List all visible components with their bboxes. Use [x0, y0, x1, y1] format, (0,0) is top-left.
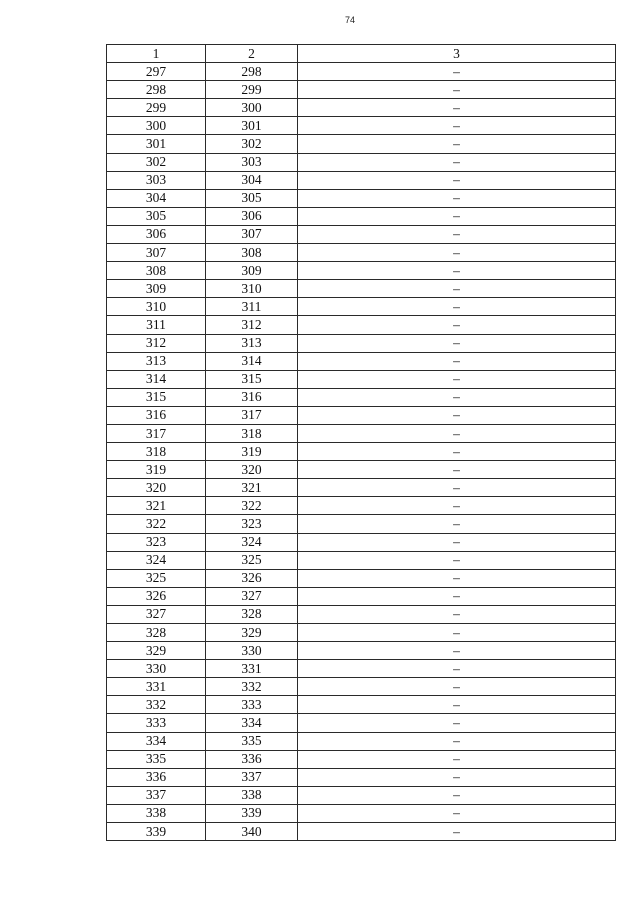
table-row: [107, 117, 616, 135]
table-cell-col-3: –: [298, 732, 616, 750]
table-row: [107, 81, 616, 99]
table-cell-col-3: –: [298, 551, 616, 569]
table-row: [107, 660, 616, 678]
table-row: [107, 63, 616, 81]
table-row: [107, 443, 616, 461]
table-cell-col-2: 299: [206, 81, 298, 99]
table-cell-col-3: –: [298, 189, 616, 207]
table-row: [107, 569, 616, 587]
table-cell-col-1: 312: [107, 334, 206, 352]
table-cell-col-1: 321: [107, 497, 206, 515]
table-cell-col-2: 298: [206, 63, 298, 81]
table-cell-col-2: 322: [206, 497, 298, 515]
table-cell-col-3: –: [298, 388, 616, 406]
table-cell-col-3: –: [298, 352, 616, 370]
table-cell-col-3: –: [298, 63, 616, 81]
table-cell-col-1: 337: [107, 786, 206, 804]
table-cell-col-2: 321: [206, 479, 298, 497]
table-row: [107, 533, 616, 551]
table-cell-col-1: 331: [107, 678, 206, 696]
table-cell-col-1: 306: [107, 225, 206, 243]
table-row: [107, 823, 616, 841]
table-cell-col-1: 317: [107, 424, 206, 442]
table-cell-col-2: 324: [206, 533, 298, 551]
table-cell-col-1: 310: [107, 298, 206, 316]
table-row: [107, 714, 616, 732]
table-cell-col-2: 311: [206, 298, 298, 316]
table-cell-col-2: 308: [206, 244, 298, 262]
table-cell-col-3: –: [298, 406, 616, 424]
table-cell-col-2: 315: [206, 370, 298, 388]
table-row: [107, 298, 616, 316]
page-number: 74: [344, 15, 355, 25]
table-cell-col-3: –: [298, 768, 616, 786]
table-cell-col-3: –: [298, 569, 616, 587]
table-cell-col-2: 340: [206, 823, 298, 841]
table-row: [107, 624, 616, 642]
table-row: [107, 786, 616, 804]
table-cell-col-2: 336: [206, 750, 298, 768]
table-row: [107, 424, 616, 442]
table-cell-col-1: 305: [107, 207, 206, 225]
table-cell-col-2: 332: [206, 678, 298, 696]
table-cell-col-3: –: [298, 624, 616, 642]
table-cell-col-2: 309: [206, 262, 298, 280]
table-row: [107, 804, 616, 822]
table-row: [107, 515, 616, 533]
table-body: [107, 63, 616, 841]
table-row: [107, 135, 616, 153]
table-row: [107, 461, 616, 479]
table-cell-col-2: 303: [206, 153, 298, 171]
table-cell-col-2: 314: [206, 352, 298, 370]
table-cell-col-1: 320: [107, 479, 206, 497]
table-cell-col-1: 322: [107, 515, 206, 533]
table-cell-col-2: 325: [206, 551, 298, 569]
table-cell-col-1: 308: [107, 262, 206, 280]
table-cell-col-3: –: [298, 443, 616, 461]
table-cell-col-2: 304: [206, 171, 298, 189]
table-cell-col-3: –: [298, 225, 616, 243]
table-cell-col-2: 323: [206, 515, 298, 533]
table-cell-col-3: –: [298, 678, 616, 696]
table-row: [107, 207, 616, 225]
table-cell-col-3: –: [298, 642, 616, 660]
table-cell-col-1: 339: [107, 823, 206, 841]
table-cell-col-1: 319: [107, 461, 206, 479]
table-cell-col-3: –: [298, 280, 616, 298]
table-cell-col-3: –: [298, 135, 616, 153]
table-row: [107, 768, 616, 786]
table-row: [107, 316, 616, 334]
table-cell-col-2: 313: [206, 334, 298, 352]
table-cell-col-1: 311: [107, 316, 206, 334]
table-row: [107, 497, 616, 515]
table-cell-col-1: 329: [107, 642, 206, 660]
table-row: [107, 99, 616, 117]
table-cell-col-1: 315: [107, 388, 206, 406]
table-cell-col-2: 301: [206, 117, 298, 135]
table-cell-col-1: 303: [107, 171, 206, 189]
table-cell-col-1: 335: [107, 750, 206, 768]
table-cell-col-1: 325: [107, 569, 206, 587]
table-cell-col-3: –: [298, 587, 616, 605]
table-cell-col-3: –: [298, 497, 616, 515]
table-cell-col-3: –: [298, 153, 616, 171]
table-cell-col-2: 327: [206, 587, 298, 605]
table-cell-col-1: 301: [107, 135, 206, 153]
table-row: [107, 551, 616, 569]
table-cell-col-3: –: [298, 244, 616, 262]
table-row: [107, 171, 616, 189]
table-cell-col-2: 329: [206, 624, 298, 642]
table-cell-col-1: 316: [107, 406, 206, 424]
table-row: [107, 280, 616, 298]
table-cell-col-1: 313: [107, 352, 206, 370]
table-cell-col-3: –: [298, 714, 616, 732]
table-cell-col-1: 323: [107, 533, 206, 551]
data-table: [106, 44, 616, 841]
table-cell-col-1: 307: [107, 244, 206, 262]
table-cell-col-3: –: [298, 750, 616, 768]
table-cell-col-2: 316: [206, 388, 298, 406]
table-cell-col-1: 314: [107, 370, 206, 388]
table-row: [107, 352, 616, 370]
table-cell-col-2: 318: [206, 424, 298, 442]
table-cell-col-2: 310: [206, 280, 298, 298]
table-cell-col-1: 336: [107, 768, 206, 786]
table-cell-col-1: 318: [107, 443, 206, 461]
table-cell-col-1: 327: [107, 605, 206, 623]
table-cell-col-2: 320: [206, 461, 298, 479]
table-cell-col-1: 326: [107, 587, 206, 605]
table-cell-col-2: 302: [206, 135, 298, 153]
table-cell-col-1: 309: [107, 280, 206, 298]
table-row: [107, 642, 616, 660]
table-cell-col-3: –: [298, 298, 616, 316]
table-row: [107, 370, 616, 388]
table-cell-col-2: 335: [206, 732, 298, 750]
table-cell-col-1: 299: [107, 99, 206, 117]
column-header-2: 2: [206, 45, 298, 63]
table-cell-col-1: 302: [107, 153, 206, 171]
table-cell-col-1: 304: [107, 189, 206, 207]
table-cell-col-3: –: [298, 804, 616, 822]
table-cell-col-3: –: [298, 99, 616, 117]
table-row: [107, 587, 616, 605]
table-cell-col-2: 307: [206, 225, 298, 243]
table-cell-col-3: –: [298, 171, 616, 189]
table-row: [107, 732, 616, 750]
table-cell-col-3: –: [298, 479, 616, 497]
table-cell-col-3: –: [298, 81, 616, 99]
table-cell-col-3: –: [298, 334, 616, 352]
table-cell-col-2: 317: [206, 406, 298, 424]
table-cell-col-3: –: [298, 823, 616, 841]
table-cell-col-2: 300: [206, 99, 298, 117]
table-cell-col-2: 338: [206, 786, 298, 804]
table-row: [107, 479, 616, 497]
table-cell-col-1: 334: [107, 732, 206, 750]
table-cell-col-3: –: [298, 786, 616, 804]
table-cell-col-1: 300: [107, 117, 206, 135]
table-row: [107, 153, 616, 171]
table-row: [107, 406, 616, 424]
table-cell-col-1: 332: [107, 696, 206, 714]
table-cell-col-3: –: [298, 660, 616, 678]
table-row: [107, 678, 616, 696]
table-cell-col-2: 333: [206, 696, 298, 714]
table-row: [107, 189, 616, 207]
table-cell-col-2: 330: [206, 642, 298, 660]
table-cell-col-1: 333: [107, 714, 206, 732]
table-cell-col-1: 324: [107, 551, 206, 569]
table-row: [107, 696, 616, 714]
table-cell-col-2: 339: [206, 804, 298, 822]
table-row: [107, 334, 616, 352]
column-header-1: 1: [107, 45, 206, 63]
table-row: [107, 262, 616, 280]
table-cell-col-3: –: [298, 370, 616, 388]
table-cell-col-2: 306: [206, 207, 298, 225]
table-cell-col-2: 334: [206, 714, 298, 732]
table-row: [107, 244, 616, 262]
table-cell-col-3: –: [298, 262, 616, 280]
table-cell-col-3: –: [298, 424, 616, 442]
table-cell-col-2: 337: [206, 768, 298, 786]
table-cell-col-3: –: [298, 533, 616, 551]
table-cell-col-3: –: [298, 316, 616, 334]
table-cell-col-1: 338: [107, 804, 206, 822]
table-cell-col-2: 305: [206, 189, 298, 207]
table-row: [107, 605, 616, 623]
table-cell-col-2: 319: [206, 443, 298, 461]
table-cell-col-2: 326: [206, 569, 298, 587]
column-header-3: 3: [298, 45, 616, 63]
table-cell-col-3: –: [298, 117, 616, 135]
table-cell-col-2: 312: [206, 316, 298, 334]
table-cell-col-1: 298: [107, 81, 206, 99]
table-cell-col-3: –: [298, 515, 616, 533]
table-cell-col-2: 331: [206, 660, 298, 678]
table-row: [107, 388, 616, 406]
table-cell-col-3: –: [298, 605, 616, 623]
table-cell-col-3: –: [298, 461, 616, 479]
table-cell-col-1: 328: [107, 624, 206, 642]
table-cell-col-3: –: [298, 207, 616, 225]
table-cell-col-3: –: [298, 696, 616, 714]
table-cell-col-1: 297: [107, 63, 206, 81]
table-row: [107, 750, 616, 768]
table-row: [107, 225, 616, 243]
table-header-row: [107, 45, 616, 63]
table-cell-col-1: 330: [107, 660, 206, 678]
table-cell-col-2: 328: [206, 605, 298, 623]
